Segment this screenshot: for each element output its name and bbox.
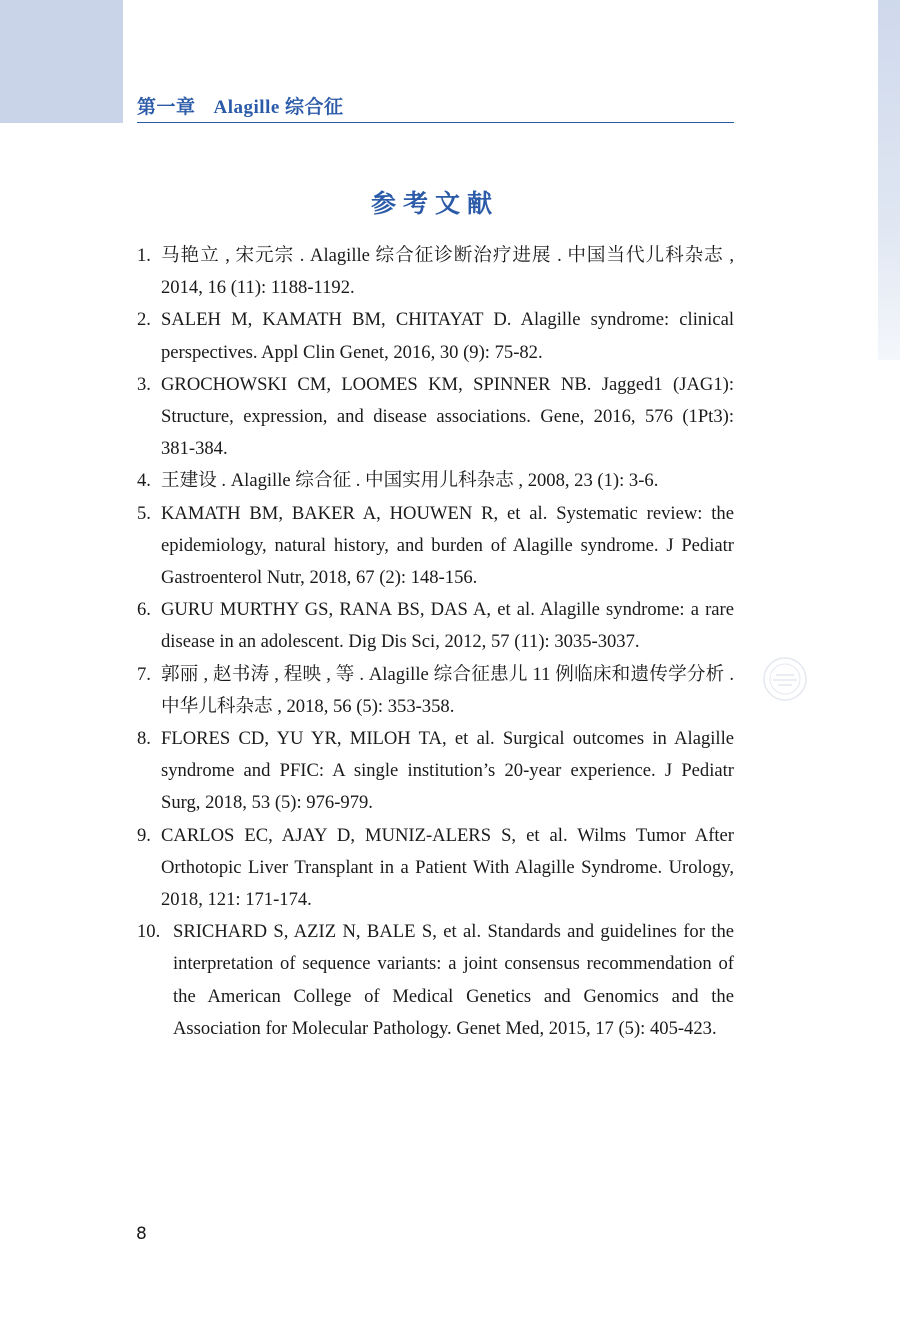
reference-item <box>137 465 734 497</box>
reference-number: 7. <box>137 663 151 685</box>
reference-item <box>137 304 734 368</box>
side-thumb-tab <box>878 0 900 360</box>
reference-item <box>137 594 734 658</box>
reference-text: FLORES CD, YU YR, MILOH TA, et al. Surgical outcomes in Alagille syndrome and PFIC: A single institution’s 20-year experience. J Pediatr Surg, 2018, 53 (5): 976-979. <box>161 728 734 814</box>
reference-number: 1. <box>137 245 151 266</box>
reference-item <box>137 820 734 917</box>
header-divider <box>137 122 734 123</box>
running-head <box>137 92 344 119</box>
reference-text: 马艳立 , 宋元宗 . Alagille 综合征诊断治疗进展 . 中国当代儿科杂志 , 2014, 16 (11): 1188-1192. <box>161 245 734 299</box>
reference-number: 3. <box>137 373 151 395</box>
reference-item <box>137 659 734 723</box>
reference-text: GURU MURTHY GS, RANA BS, DAS A, et al. Alagille syndrome: a rare disease in an adolescent. Dig Dis Sci, 2012, 57 (11): 3035-3037. <box>161 599 734 653</box>
reference-item <box>137 916 734 1045</box>
reference-text: SALEH M, KAMATH BM, CHITAYAT D. Alagille syndrome: clinical perspectives. Appl Clin Genet, 2016, 30 (9): 75-82. <box>161 309 734 363</box>
reference-text: GROCHOWSKI CM, LOOMES KM, SPINNER NB. Jagged1 (JAG1): Structure, expression, and disease associations. Gene, 2016, 576 (1Pt3): 381-384. <box>161 373 734 460</box>
chapter-title: Alagille 综合征 <box>213 97 344 118</box>
reference-number: 4. <box>137 470 151 492</box>
reference-item <box>137 498 734 595</box>
corner-color-block <box>0 0 123 123</box>
reference-item <box>137 723 734 820</box>
reference-text: 郭丽 , 赵书涛 , 程映 , 等 . Alagille 综合征患儿 11 例临床和遗传学分析 . 中华儿科杂志 , 2018, 56 (5): 353-358. <box>161 663 734 717</box>
chapter-number: 第一章 <box>137 97 196 118</box>
reference-item <box>137 240 734 304</box>
reference-number: 6. <box>137 599 151 621</box>
reference-number: 8. <box>137 728 151 750</box>
reference-text: SRICHARD S, AZIZ N, BALE S, et al. Standards and guidelines for the interpretation of sequence variants: a joint consensus recommendation of the American College of Medical Genetics and Genomics and the Association for Molecular Pathology. Genet Med, 2015, 17 (5): 405-423. <box>173 921 734 1039</box>
reference-number: 5. <box>137 502 151 524</box>
reference-text: 王建设 . Alagille 综合征 . 中国实用儿科杂志 , 2008, 23 (1): 3-6. <box>161 470 659 492</box>
reference-text: CARLOS EC, AJAY D, MUNIZ-ALERS S, et al. Wilms Tumor After Orthotopic Liver Transplant in a Patient With Alagille Syndrome. Urology, 2018, 121: 171-174. <box>161 824 734 911</box>
reference-number: 9. <box>137 824 151 846</box>
reference-item <box>137 369 734 466</box>
reference-number: 2. <box>137 309 151 331</box>
reference-text: KAMATH BM, BAKER A, HOUWEN R, et al. Systematic review: the epidemiology, natural history, and burden of Alagille syndrome. J Pediatr Gastroenterol Nutr, 2018, 67 (2): 148-156. <box>161 502 734 589</box>
reference-number: 10. <box>137 921 161 943</box>
page-number: 8 <box>136 1224 147 1244</box>
section-title: 参考文献 <box>370 189 499 218</box>
publisher-seal-icon <box>762 656 808 702</box>
reference-list <box>137 240 734 1045</box>
